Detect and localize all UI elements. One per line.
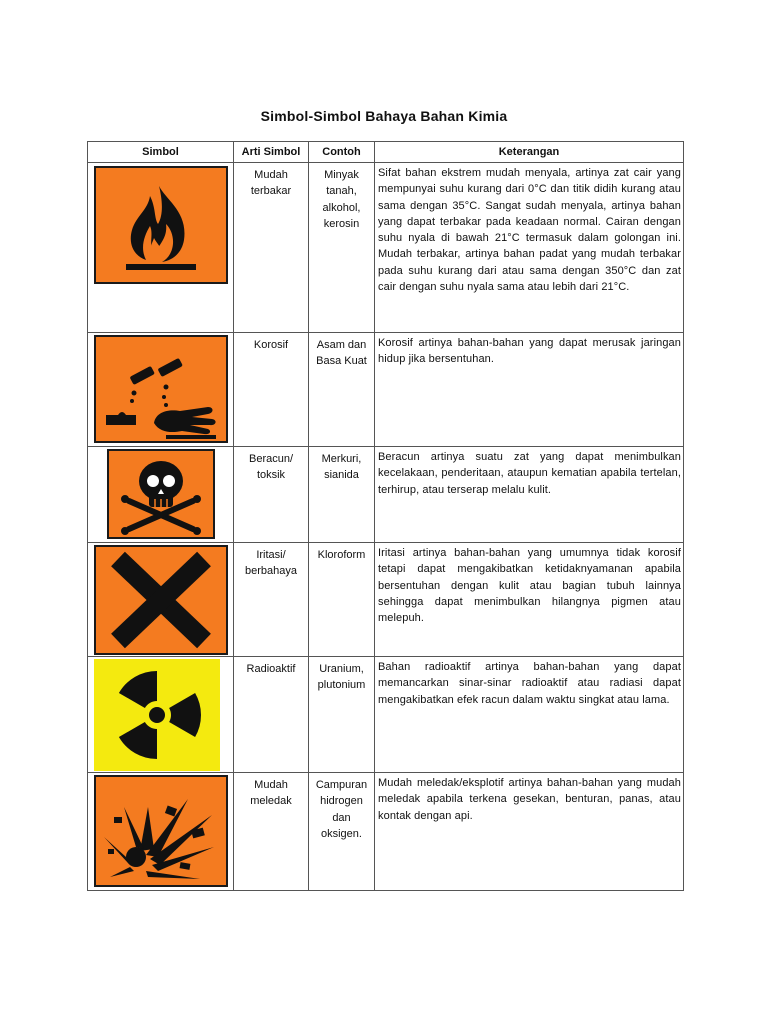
keterangan-cell: Beracun artinya suatu zat yang dapat menimbulkan kecelakaan, penderitaan, ataupun kematian apabila tertelan, terhirup, atau terserap melalu kulit. [375,447,684,543]
table-row [88,447,684,543]
corrosive-icon [94,335,228,443]
symbol-cell [88,163,234,333]
header-keterangan: Keterangan [375,142,684,163]
symbol-cell [88,447,234,543]
header-simbol: Simbol [88,142,234,163]
arti-simbol-cell: Radioaktif [234,657,309,773]
contoh-cell: Minyak tanah, alkohol, kerosin [309,163,375,333]
contoh-cell: Merkuri, sianida [309,447,375,543]
arti-simbol-cell: Korosif [234,333,309,447]
table-row [88,163,684,333]
symbol-cell [88,657,234,773]
keterangan-cell: Iritasi artinya bahan-bahan yang umumnya tidak korosif tetapi dapat mengakibatkan ketidaknyamanan apabila bersentuhan dengan kulit atau bagian tubuh lainnya sehingga dapat menimbulkan hilangnya pigmen atau melepuh. [375,543,684,657]
contoh-cell: Kloroform [309,543,375,657]
symbol-cell [88,543,234,657]
arti-simbol-cell: Mudah meledak [234,773,309,891]
explosion-icon [94,775,228,887]
x-cross-icon [94,545,228,655]
header-arti-simbol: Arti Simbol [234,142,309,163]
arti-simbol-cell: Iritasi/ berbahaya [234,543,309,657]
contoh-cell: Campuran hidrogen dan oksigen. [309,773,375,891]
contoh-cell: Asam dan Basa Kuat [309,333,375,447]
symbol-cell [88,773,234,891]
table-row [88,333,684,447]
page-title: Simbol-Simbol Bahaya Bahan Kimia [260,108,508,124]
symbol-cell [88,333,234,447]
table-row [88,773,684,891]
keterangan-cell: Sifat bahan ekstrem mudah menyala, artinya zat cair yang mempunyai suhu kurang dari 0°C dan titik didih kurang atau sama dengan 35°C. Sangat sudah menyala, artinya bahan yang dapat terbakar pada keadaan normal. Cairan dengan suhu nyala di bawah 21°C termasuk dalam golongan ini. Mudah terbakar, artinya bahan padat yang mudah terbakar pada suhu kurang dari atau sama dengan 350°C dan zat cair dengan suhu nyala sama atau lebih dari 21°C. [375,163,684,333]
header-contoh: Contoh [309,142,375,163]
keterangan-cell: Korosif artinya bahan-bahan yang dapat merusak jaringan hidup jika bersentuhan. [375,333,684,447]
table-row [88,657,684,773]
table-row [88,543,684,657]
keterangan-cell: Bahan radioaktif artinya bahan-bahan yang dapat memancarkan sinar-sinar radioaktif atau radiasi dapat mengakibatkan efek racun dalam waktu singkat atau lama. [375,657,684,773]
flame-icon [94,166,228,284]
keterangan-cell: Mudah meledak/eksplotif artinya bahan-bahan yang mudah meledak apabila terkena gesekan, benturan, panas, atau kontak dengan api. [375,773,684,891]
skull-crossbones-icon [107,449,215,539]
arti-simbol-cell: Beracun/ toksik [234,447,309,543]
radioactive-trefoil-icon [94,659,220,771]
hazard-symbols-table [87,141,684,891]
contoh-cell: Uranium, plutonium [309,657,375,773]
table-header-row [88,142,684,163]
arti-simbol-cell: Mudah terbakar [234,163,309,333]
